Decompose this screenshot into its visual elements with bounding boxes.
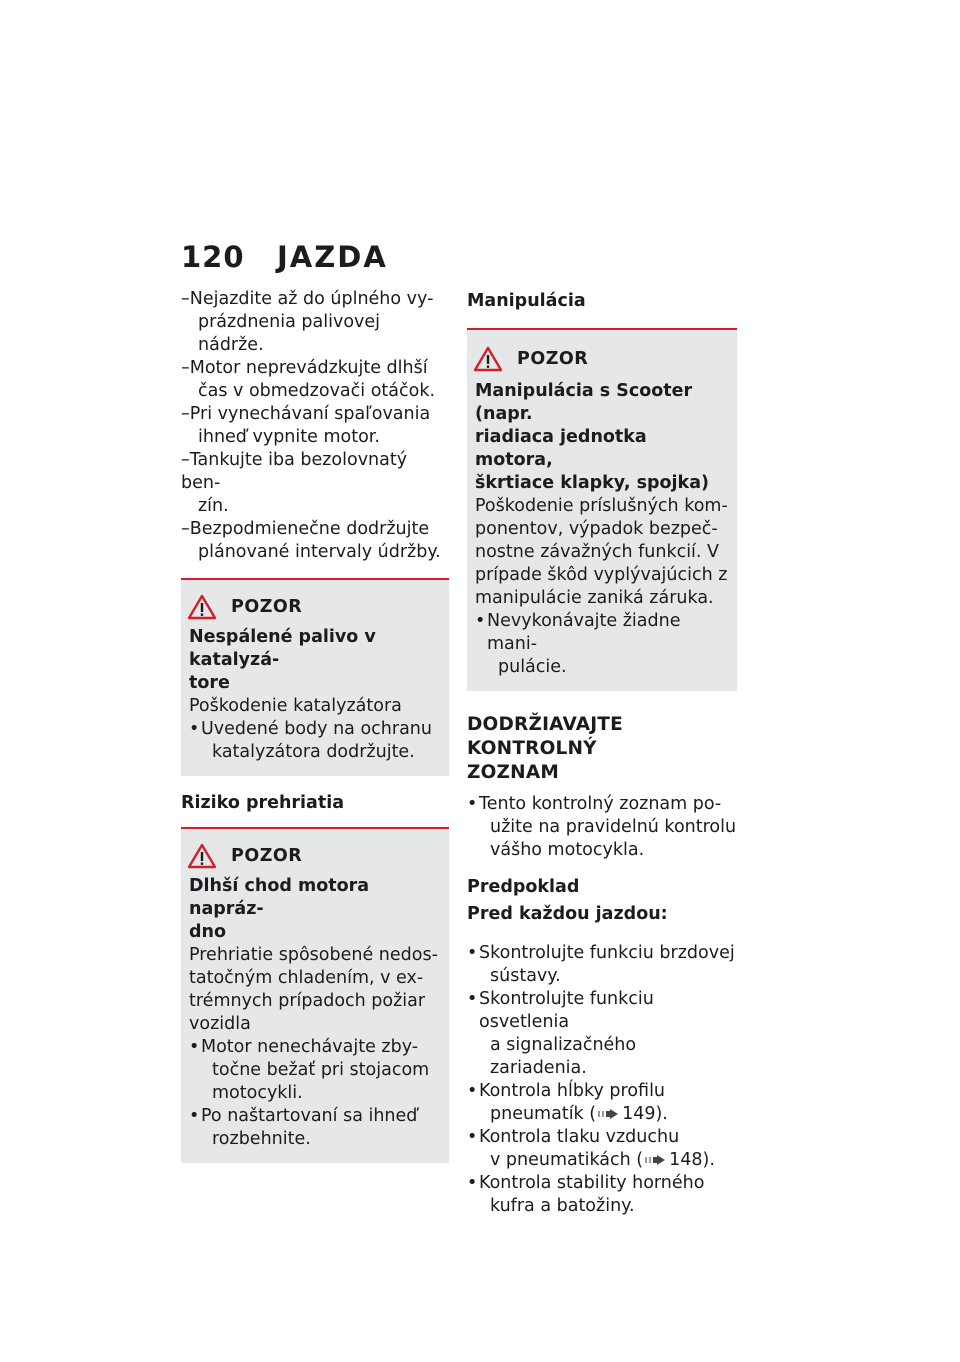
page-header bbox=[181, 240, 388, 280]
list-item: • Kontrola hĺbky profilu pneumatík ( 149). bbox=[467, 1080, 737, 1126]
warning-bullets bbox=[475, 610, 729, 679]
warning-triangle-icon bbox=[187, 594, 217, 620]
warning-body: Poškodenie katalyzátora bbox=[189, 696, 402, 716]
list-item: • Motor nenechávajte zby- točne bežať pri stojacom motocykli. bbox=[189, 1036, 441, 1105]
page-reference[interactable]: 148 bbox=[669, 1150, 703, 1170]
warning-box-overheat bbox=[181, 829, 449, 1163]
page-number: 120 bbox=[181, 240, 245, 274]
warning-body: Poškodenie príslušných kom- ponentov, výpadok bezpeč- nostne závažných funkcií. V prípade škôd vyplývajúcich z manipulácie zaniká záruka. bbox=[475, 496, 728, 608]
intro-list bbox=[467, 793, 737, 862]
dash-item: –Pri vynechávaní spaľovania ihneď vypnite motor. bbox=[181, 404, 431, 447]
warning-subtitle: Nespálené palivo v katalyzá- tore bbox=[189, 627, 376, 693]
page-reference-arrow-icon[interactable] bbox=[598, 1108, 620, 1120]
checklist-title: DODRŽIAVAJTE KONTROLNÝ ZOZNAM bbox=[467, 714, 623, 783]
dash-list bbox=[181, 288, 449, 564]
dash-item: –Nejazdite až do úplného vy- prázdnenia palivovej nádrže. bbox=[181, 289, 434, 355]
warning-subtitle: Dlhší chod motora napráz- dno bbox=[189, 876, 370, 942]
list-item: • Kontrola tlaku vzduchu v pneumatikách ( 148). bbox=[467, 1126, 737, 1172]
page-reference-arrow-icon[interactable] bbox=[645, 1154, 667, 1166]
warning-title: POZOR bbox=[231, 846, 303, 866]
warning-box-catalyst bbox=[181, 578, 449, 776]
warning-title: POZOR bbox=[231, 597, 303, 617]
list-item: • Skontrolujte funkciu osvetlenia a signalizačného zariadenia. bbox=[467, 988, 737, 1080]
warning-triangle-icon bbox=[187, 843, 217, 869]
warning-header bbox=[475, 346, 729, 372]
section-heading-overheat: Riziko prehriatia bbox=[181, 793, 345, 813]
list-item: • Kontrola stability horného kufra a batožiny. bbox=[467, 1172, 737, 1218]
page-reference[interactable]: 149 bbox=[622, 1104, 656, 1124]
list-item: • Skontrolujte funkciu brzdovej sústavy. bbox=[467, 942, 737, 988]
warning-subtitle: Manipulácia s Scooter (napr. riadiaca jednotka motora, škrtiace klapky, spojka) bbox=[475, 381, 710, 493]
list-item: • Nevykonávajte žiadne mani- pulácie. bbox=[475, 610, 729, 679]
list-item: • Uvedené body na ochranu katalyzátora dodržujte. bbox=[189, 718, 441, 764]
warning-header bbox=[189, 843, 441, 869]
left-column bbox=[181, 288, 449, 1163]
prerequisite-text: Pred každou jazdou: bbox=[467, 904, 668, 924]
right-column bbox=[467, 288, 737, 1218]
prerequisite-label: Predpoklad bbox=[467, 877, 580, 897]
list-item: • Po naštartovaní sa ihneď rozbehnite. bbox=[189, 1105, 441, 1151]
dash-item: –Bezpodmienečne dodržujte plánované intervaly údržby. bbox=[181, 519, 441, 562]
dash-item: –Motor neprevádzkujte dlhší čas v obmedzovači otáčok. bbox=[181, 358, 436, 401]
list-item: • Tento kontrolný zoznam po- užite na pravidelnú kontrolu vášho motocykla. bbox=[467, 793, 737, 862]
chapter-title: JAZDA bbox=[277, 240, 388, 274]
dash-item: –Tankujte iba bezolovnatý ben- zín. bbox=[181, 450, 408, 516]
warning-title: POZOR bbox=[517, 349, 589, 369]
warning-bullets bbox=[189, 718, 441, 764]
section-heading-manipulation: Manipulácia bbox=[467, 291, 586, 311]
warning-bullets bbox=[189, 1036, 441, 1151]
warning-triangle-icon bbox=[473, 346, 503, 372]
warning-body: Prehriatie spôsobené nedos- tatočným chladením, v ex- trémnych prípadoch požiar vozidla bbox=[189, 945, 438, 1034]
warning-box-manipulation bbox=[467, 330, 737, 691]
checklist bbox=[467, 942, 737, 1218]
warning-header bbox=[189, 594, 441, 620]
